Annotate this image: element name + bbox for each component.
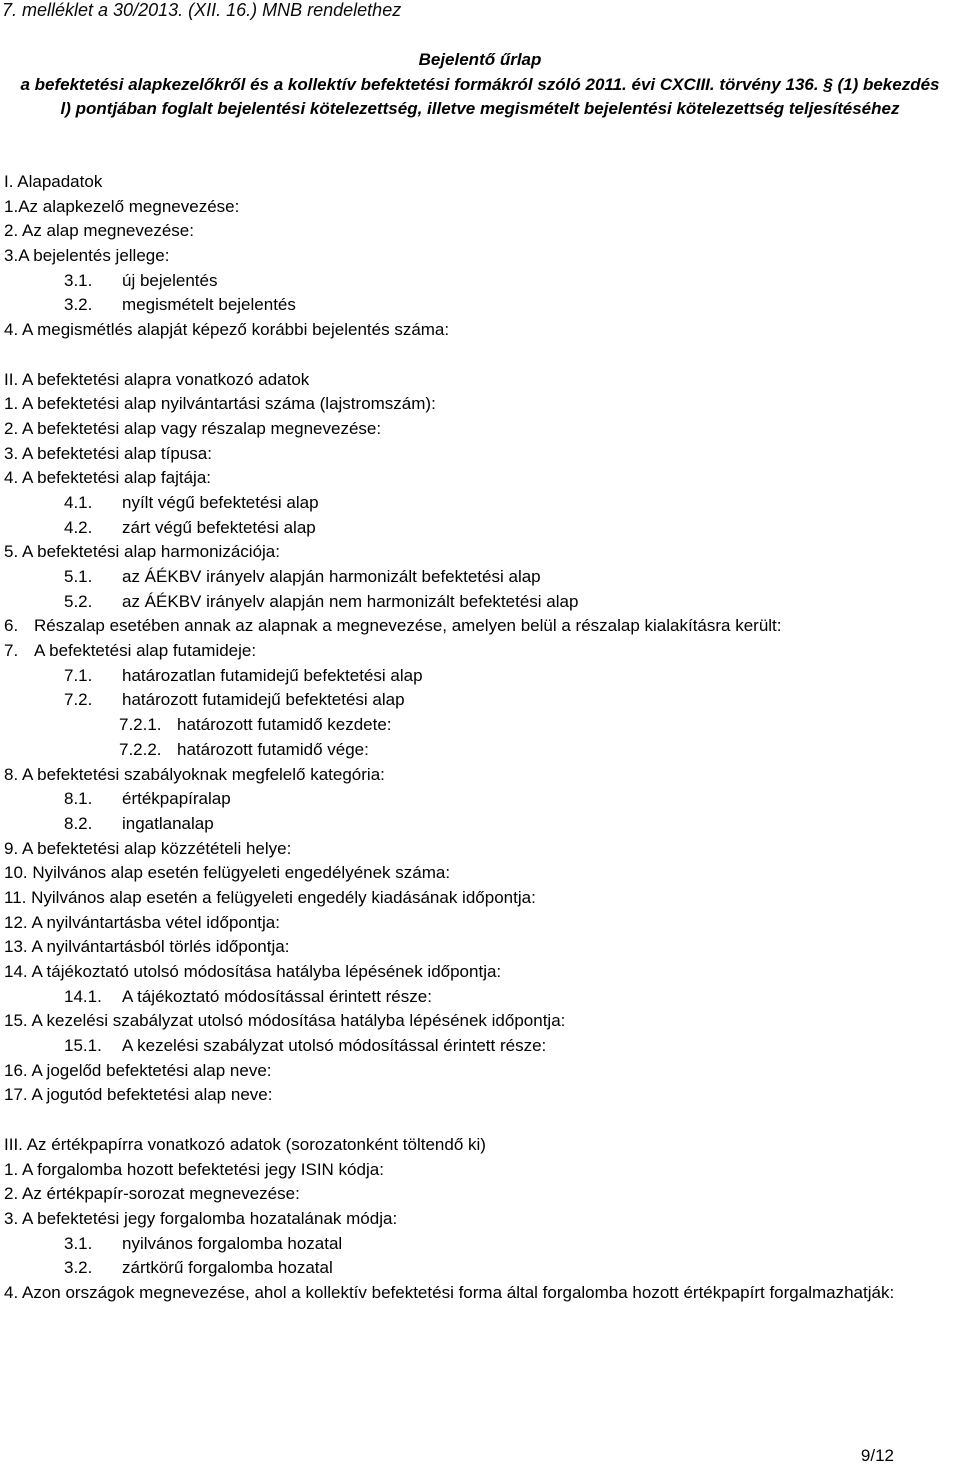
form-line <box>4 590 958 615</box>
item-label: A befektetési jegy forgalomba hozatalának módja: <box>21 1208 398 1228</box>
page-header: 7. melléklet a 30/2013. (XII. 16.) MNB rendelethez <box>2 0 402 20</box>
item-label: határozott futamidejű befektetési alap <box>122 690 405 710</box>
form-title: Bejelentő űrlap <box>418 50 542 69</box>
item-number: 3.1. <box>64 270 93 290</box>
item-label: A befektetési szabályoknak megfelelő kategória: <box>21 764 385 784</box>
item-label: A befektetési alap futamideje: <box>34 641 257 661</box>
form-line <box>4 1256 958 1281</box>
form-line <box>4 861 958 886</box>
item-label: az ÁÉKBV irányelv alapján nem harmonizált befektetési alap <box>122 591 579 611</box>
item-number: 14.1. <box>64 986 102 1006</box>
item-label: zártkörű forgalomba hozatal <box>122 1258 333 1278</box>
item-label: Nyilvános alap esetén felügyeleti engedélyének száma: <box>32 863 451 883</box>
item-number: 13. <box>4 937 28 957</box>
form-line <box>4 540 958 565</box>
item-label: A forgalomba hozott befektetési jegy ISIN kódja: <box>21 1159 384 1179</box>
form-line <box>4 244 958 269</box>
form-line <box>4 738 958 763</box>
item-number: 17. <box>4 1085 28 1105</box>
item-label: A befektetési alap harmonizációja: <box>21 542 280 562</box>
item-number: 1. <box>4 1159 19 1179</box>
item-label: A megismétlés alapját képező korábbi bejelentés száma: <box>21 320 450 340</box>
item-label: zárt végű befektetési alap <box>122 517 316 537</box>
form-line <box>4 466 958 491</box>
item-label: A jogutód befektetési alap neve: <box>31 1085 273 1105</box>
item-number: 2. <box>4 418 19 438</box>
item-number: III. <box>4 1134 23 1154</box>
item-number: 4. <box>4 320 19 340</box>
item-label: A jogelőd befektetési alap neve: <box>31 1060 272 1080</box>
item-number: 2. <box>4 1184 19 1204</box>
item-number: 7.2.2. <box>119 739 162 759</box>
item-number: 7.1. <box>64 665 93 685</box>
form-line <box>4 565 958 590</box>
item-number: 4. <box>4 1282 19 1302</box>
item-label: A tájékoztató utolsó módosítása hatályba lépésének időpontja: <box>31 962 502 981</box>
item-label: A kezelési szabályzat utolsó módosítása hatályba lépésének időpontja: <box>31 1011 566 1031</box>
form-line <box>4 763 958 788</box>
item-label: az ÁÉKBV irányelv alapján harmonizált befektetési alap <box>122 567 541 586</box>
form-title-block <box>2 48 958 122</box>
item-number: 7.2. <box>64 690 93 710</box>
form-subtitle-line-2: l) pontjában foglalt bejelentési kötelezettség, illetve megismételt bejelentési kötelezettség teljesítéséhez <box>60 99 900 118</box>
form-line <box>4 293 958 318</box>
form-line <box>4 442 958 467</box>
item-number: 16. <box>4 1060 28 1080</box>
item-number: 7.2.1. <box>119 715 162 735</box>
item-number: 8. <box>4 764 19 784</box>
item-label: A befektetési alap nyilvántartási száma (lajstromszám): <box>21 394 436 414</box>
item-number: 4.2. <box>64 517 93 537</box>
form-line <box>4 713 958 738</box>
item-label: Részalap esetében annak az alapnak a megnevezése, amelyen belül a részalap kialakításra került: <box>34 616 782 636</box>
item-label: új bejelentés <box>122 270 218 290</box>
item-label: Az alapkezelő megnevezése: <box>18 196 240 216</box>
form-line-final <box>4 1281 958 1306</box>
item-number: 4.1. <box>64 492 93 512</box>
item-number: 5.1. <box>64 567 93 586</box>
form-line <box>4 985 958 1010</box>
item-label: A befektetési alap típusa: <box>21 443 212 463</box>
item-number: 2. <box>4 221 19 241</box>
item-number: 3.2. <box>64 1258 93 1278</box>
form-line <box>4 1059 958 1084</box>
item-number: 8.2. <box>64 813 93 833</box>
form-line <box>4 1207 958 1232</box>
form-line <box>4 1158 958 1183</box>
form-line <box>4 664 958 689</box>
item-number: I. <box>4 172 14 191</box>
item-number: 3. <box>4 246 19 266</box>
form-line <box>4 491 958 516</box>
item-label: Alapadatok <box>17 172 103 191</box>
form-line <box>4 392 958 417</box>
item-label: nyilvános forgalomba hozatal <box>122 1233 343 1253</box>
item-number: 4. <box>4 468 19 488</box>
form-line <box>4 960 958 985</box>
form-line <box>4 886 958 911</box>
item-label: A befektetési alapra vonatkozó adatok <box>21 369 310 389</box>
item-label: A bejelentés jellege: <box>18 246 170 266</box>
item-label: A nyilvántartásba vétel időpontja: <box>31 912 280 932</box>
form-line <box>4 195 958 220</box>
form-line <box>4 1083 958 1108</box>
form-line <box>4 417 958 442</box>
item-label: ingatlanalap <box>122 813 214 833</box>
item-number: 3. <box>4 443 19 463</box>
item-label: Azon országok megnevezése, ahol a kollektív befektetési forma által forgalomba hozott értékpapírt forgalmazhatják: <box>21 1282 895 1302</box>
form-line <box>4 639 958 664</box>
item-label: Az alap megnevezése: <box>21 221 194 241</box>
item-number: 11. <box>4 887 27 907</box>
page-number: 9/12 <box>860 1446 894 1465</box>
item-label: A tájékoztató módosítással érintett része: <box>122 986 432 1006</box>
form-line <box>4 911 958 936</box>
item-number: 1. <box>4 394 19 414</box>
item-number: 7. <box>4 641 19 661</box>
form-line <box>4 614 958 639</box>
form-line <box>4 516 958 541</box>
form-line <box>4 269 958 294</box>
item-label: határozatlan futamidejű befektetési alap <box>122 665 423 685</box>
item-number: 3.2. <box>64 295 93 315</box>
item-label: A befektetési alap közzétételi helye: <box>21 838 292 858</box>
item-label: megismételt bejelentés <box>122 295 296 315</box>
item-label: Az értékpapírra vonatkozó adatok (sorozatonként töltendő ki) <box>26 1134 486 1154</box>
form-line <box>4 787 958 812</box>
item-number: 6. <box>4 616 19 636</box>
item-number: 3.1. <box>64 1233 93 1253</box>
form-line <box>4 935 958 960</box>
item-label: értékpapíralap <box>122 789 231 809</box>
item-number: 12. <box>4 912 28 932</box>
form-line <box>4 368 958 393</box>
form-line <box>4 318 958 343</box>
form-line <box>4 688 958 713</box>
item-number: 1. <box>4 196 19 216</box>
item-number: 15. <box>4 1011 28 1031</box>
item-number: 9. <box>4 838 19 858</box>
item-label: A nyilvántartásból törlés időpontja: <box>31 937 290 957</box>
form-line <box>4 837 958 862</box>
item-number: 15.1. <box>64 1036 102 1056</box>
item-label: A befektetési alap vagy részalap megnevezése: <box>21 418 382 438</box>
item-number: 8.1. <box>64 789 93 809</box>
form-line <box>4 170 958 195</box>
item-label: nyílt végű befektetési alap <box>122 492 319 512</box>
item-label: határozott futamidő kezdete: <box>177 715 392 735</box>
item-label: Nyilvános alap esetén a felügyeleti engedély kiadásának időpontja: <box>31 887 536 907</box>
form-line <box>4 219 958 244</box>
form-line <box>4 1133 958 1158</box>
form-subtitle-line-1: a befektetési alapkezelőkről és a kollektív befektetési formákról szóló 2011. évi CXCIII. törvény 136. § (1) bekezdés <box>20 74 940 94</box>
item-label: Az értékpapír-sorozat megnevezése: <box>21 1184 300 1204</box>
form-line <box>4 812 958 837</box>
item-label: A kezelési szabályzat utolsó módosítással érintett része: <box>122 1036 547 1056</box>
item-label: határozott futamidő vége: <box>177 739 369 759</box>
item-number: 14. <box>4 962 28 981</box>
form-line <box>4 1034 958 1059</box>
item-label: A befektetési alap fajtája: <box>21 468 212 488</box>
item-number: 10. <box>4 863 28 883</box>
form-line <box>4 1009 958 1034</box>
item-number: II. <box>4 369 19 389</box>
item-number: 3. <box>4 1208 19 1228</box>
item-number: 5. <box>4 542 19 562</box>
form-line <box>4 1182 958 1207</box>
form-line <box>4 1232 958 1257</box>
item-number: 5.2. <box>64 591 93 611</box>
form-items <box>4 170 958 1306</box>
